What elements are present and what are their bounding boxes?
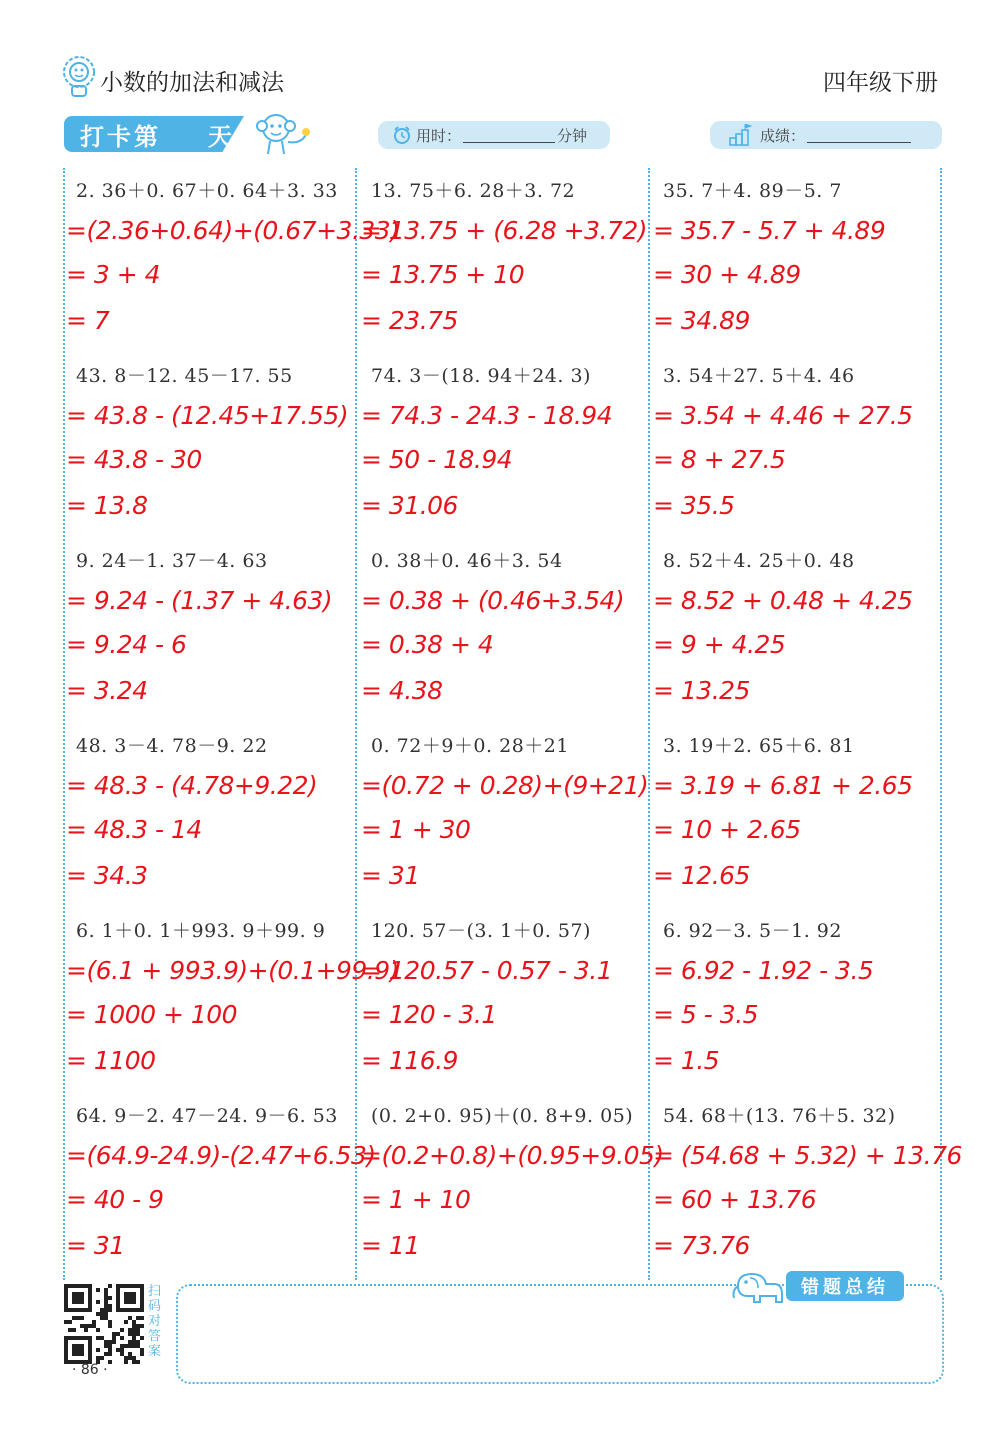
handwritten-step: = 3.54 + 4.46 + 27.5 [653,401,913,430]
score-label: 成绩： [760,126,806,145]
handwritten-step: = 31.06 [361,491,458,520]
handwritten-step: = 3 + 4 [66,260,161,289]
problem-text: 6. 92－3. 5－1. 92 [663,920,842,942]
handwritten-step: = 34.3 [66,861,148,890]
problem-text: 120. 57－(3. 1＋0. 57) [371,920,591,942]
lion-icon [60,54,98,98]
handwritten-step: = (54.68 + 5.32) + 13.76 [653,1141,962,1170]
podium-flag-icon [728,124,754,146]
handwritten-step: = 23.75 [361,306,458,335]
handwritten-step: =(2.36+0.64)+(0.67+3.33) [66,216,400,245]
handwritten-step: = 1.5 [653,1046,720,1075]
problem-text: 48. 3－4. 78－9. 22 [76,735,268,757]
handwritten-step: =(0.2+0.8)+(0.95+9.05) [361,1141,664,1170]
handwritten-step: = 9.24 - 6 [66,630,187,659]
handwritten-step: = 9 + 4.25 [653,630,786,659]
handwritten-step: = 5 - 3.5 [653,1000,758,1029]
column-divider-2 [648,168,650,1280]
time-unit: 分钟 [557,126,588,145]
handwritten-step: = 35.7 - 5.7 + 4.89 [653,216,886,245]
handwritten-step: = 73.76 [653,1231,750,1260]
problem-text: 35. 7＋4. 89－5. 7 [663,180,842,202]
handwritten-step: = 1000 + 100 [66,1000,238,1029]
handwritten-step: = 43.8 - 30 [66,445,202,474]
page-number: · 86 · [72,1362,108,1378]
handwritten-step: = 8.52 + 0.48 + 4.25 [653,586,913,615]
time-label: 用时： [416,126,462,145]
handwritten-step: = 1 + 10 [361,1185,471,1214]
handwritten-step: = 0.38 + (0.46+3.54) [361,586,625,615]
handwritten-step: =(6.1 + 993.9)+(0.1+99.9) [66,956,399,985]
handwritten-step: = 8 + 27.5 [653,445,786,474]
problem-text: (0. 2+0. 95)＋(0. 8+9. 05) [371,1105,634,1127]
column-divider-1 [355,168,357,1280]
handwritten-step: = 10 + 2.65 [653,815,801,844]
score-field [710,121,942,149]
handwritten-step: = 3.19 + 6.81 + 2.65 [653,771,913,800]
time-field [378,121,610,149]
page-title: 小数的加法和减法 [100,70,284,96]
monkey-icon [250,108,312,158]
handwritten-step: = 120 - 3.1 [361,1000,497,1029]
handwritten-step: = 1 + 30 [361,815,471,844]
handwritten-step: =(0.72 + 0.28)+(9+21) [361,771,649,800]
handwritten-step: = 11 [361,1231,420,1260]
scan-for-answers-label: 扫码对答案 [148,1284,162,1359]
handwritten-step: = 34.89 [653,306,750,335]
handwritten-step: = 116.9 [361,1046,458,1075]
grade-label: 四年级下册 [823,70,938,96]
mistake-summary-title: 错题总结 [786,1271,904,1301]
handwritten-step: = 3.24 [66,676,148,705]
time-input-line[interactable] [463,128,555,143]
elephant-icon [730,1266,790,1306]
score-input-line[interactable] [807,128,911,143]
problem-text: 54. 68＋(13. 76＋5. 32) [663,1105,896,1127]
handwritten-step: = 4.38 [361,676,443,705]
problem-text: 3. 54＋27. 5＋4. 46 [663,365,855,387]
handwritten-step: = 1100 [66,1046,156,1075]
handwritten-step: = 50 - 18.94 [361,445,513,474]
handwritten-step: = 31 [361,861,420,890]
alarm-clock-icon [392,125,412,145]
problem-text: 0. 38＋0. 46＋3. 54 [371,550,563,572]
handwritten-step: = 12.65 [653,861,750,890]
handwritten-step: =(64.9-24.9)-(2.47+6.53) [66,1141,376,1170]
problem-text: 64. 9－2. 47－24. 9－6. 53 [76,1105,338,1127]
problem-text: 9. 24－1. 37－4. 63 [76,550,268,572]
handwritten-step: = 43.8 - (12.45+17.55) [66,401,349,430]
handwritten-step: = 120.57 - 0.57 - 3.1 [361,956,613,985]
handwritten-step: = 31 [66,1231,125,1260]
problem-text: 13. 75＋6. 28＋3. 72 [371,180,576,202]
problem-text: 0. 72＋9＋0. 28＋21 [371,735,569,757]
handwritten-step: = 0.38 + 4 [361,630,494,659]
problem-text: 43. 8－12. 45－17. 55 [76,365,293,387]
handwritten-step: = 13.75 + (6.28 +3.72) [361,216,648,245]
handwritten-step: = 13.25 [653,676,750,705]
problem-text: 2. 36＋0. 67＋0. 64＋3. 33 [76,180,338,202]
checkin-label: 打卡第 [80,123,161,151]
column-border-right [940,168,942,1280]
handwritten-step: = 48.3 - (4.78+9.22) [66,771,318,800]
checkin-day-label: 天 [208,123,232,151]
handwritten-step: = 60 + 13.76 [653,1185,817,1214]
column-border-left [63,168,65,1280]
handwritten-step: = 7 [66,306,110,335]
problem-text: 3. 19＋2. 65＋6. 81 [663,735,855,757]
problem-text: 74. 3－(18. 94＋24. 3) [371,365,591,387]
handwritten-step: = 30 + 4.89 [653,260,801,289]
handwritten-step: = 74.3 - 24.3 - 18.94 [361,401,613,430]
problem-text: 6. 1＋0. 1＋993. 9＋99. 9 [76,920,326,942]
handwritten-step: = 35.5 [653,491,735,520]
handwritten-step: = 9.24 - (1.37 + 4.63) [66,586,333,615]
handwritten-step: = 13.75 + 10 [361,260,525,289]
problem-text: 8. 52＋4. 25＋0. 48 [663,550,855,572]
qr-code-icon[interactable] [64,1284,144,1364]
handwritten-step: = 40 - 9 [66,1185,164,1214]
handwritten-step: = 6.92 - 1.92 - 3.5 [653,956,874,985]
handwritten-step: = 48.3 - 14 [66,815,202,844]
handwritten-step: = 13.8 [66,491,148,520]
